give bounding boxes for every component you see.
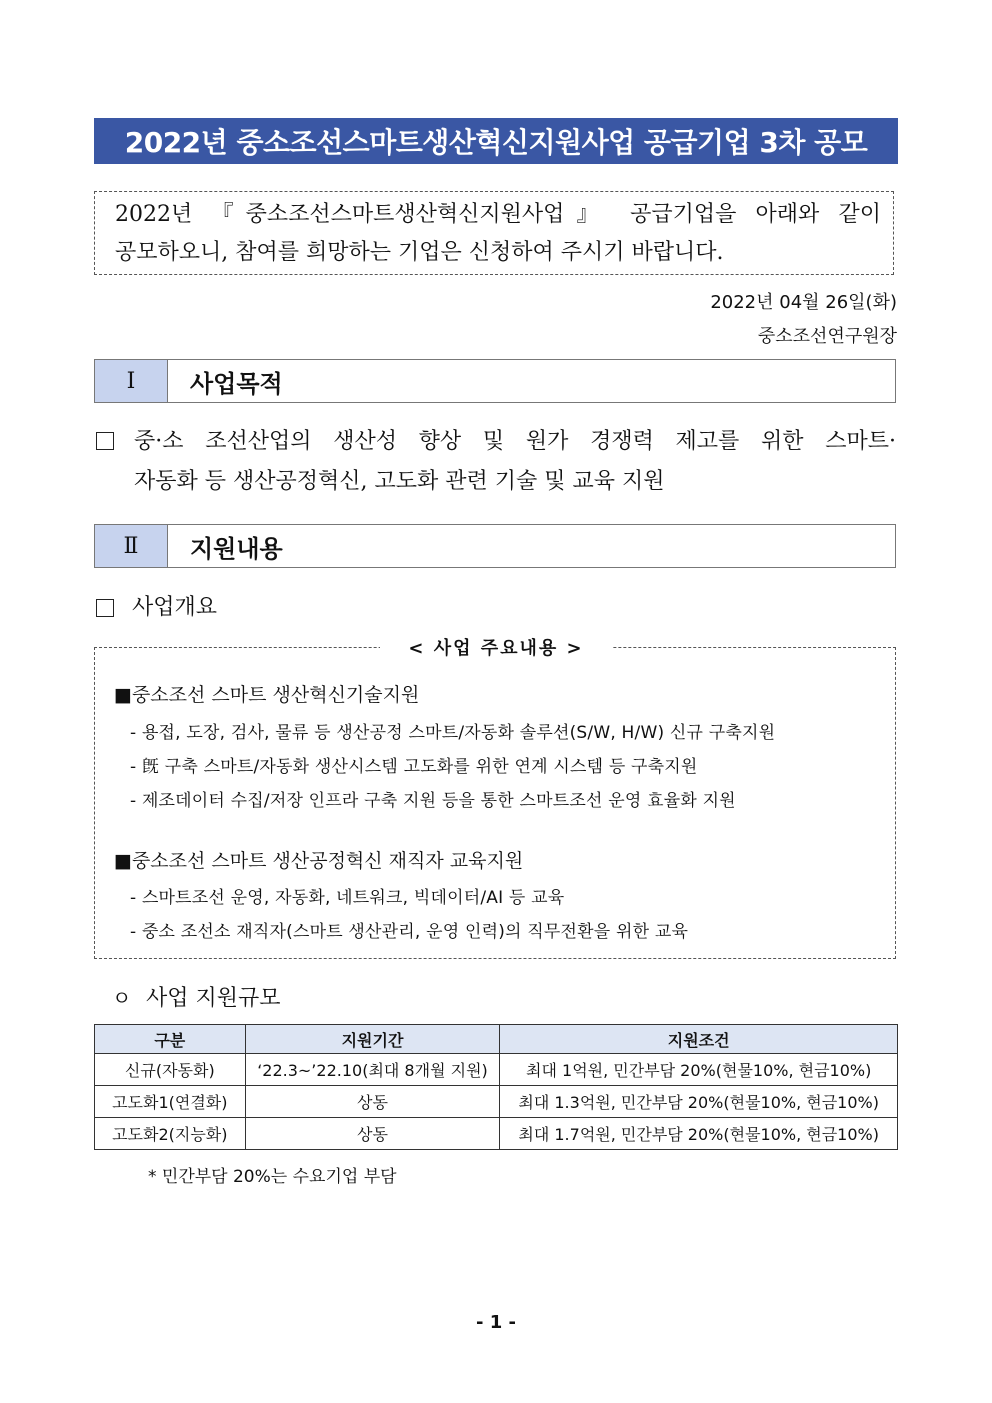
table-cell: 고도화2(지능화) bbox=[95, 1118, 246, 1150]
section-header-1 bbox=[94, 359, 896, 403]
section-title: 지원내용 bbox=[190, 534, 283, 563]
overview-label: 사업개요 bbox=[132, 595, 218, 620]
table-cell: 신규(자동화) bbox=[95, 1054, 246, 1086]
checkbox-icon bbox=[96, 432, 114, 450]
summary-legend: < 사업 주요내용 > bbox=[380, 634, 612, 660]
checkbox-icon bbox=[96, 599, 114, 617]
column-header: 구분 bbox=[95, 1025, 246, 1054]
table-header-row bbox=[95, 1025, 898, 1054]
scale-label: 사업 지원규모 bbox=[146, 986, 281, 1011]
intro-line-1: 2022년 『중소조선스마트생산혁신지원사업』 공급기업을 아래와 같이 bbox=[115, 202, 881, 227]
document-title: 2022년 중소조선스마트생산혁신지원사업 공급기업 3차 공모 bbox=[94, 118, 898, 164]
summary-item: - 용접, 도장, 검사, 물류 등 생산공정 스마트/자동화 솔루션(S/W, H/W) 신규 구축지원 bbox=[130, 723, 776, 743]
summary-item: - 중소 조선소 재직자(스마트 생산관리, 운영 인력)의 직무전환을 위한 교육 bbox=[130, 922, 689, 942]
column-header: 지원조건 bbox=[500, 1025, 898, 1054]
table-cell: 최대 1억원, 민간부담 20%(현물10%, 현금10%) bbox=[500, 1054, 898, 1086]
table-row bbox=[95, 1054, 898, 1086]
column-header: 지원기간 bbox=[245, 1025, 500, 1054]
summary-item: - 스마트조선 운영, 자동화, 네트워크, 빅데이터/AI 등 교육 bbox=[130, 888, 565, 908]
section-number: Ⅱ bbox=[95, 525, 168, 567]
purpose-line-1: 중·소 조선산업의 생산성 향상 및 원가 경쟁력 제고를 위한 스마트· bbox=[134, 429, 896, 454]
summary-item: - 旣 구축 스마트/자동화 생산시스템 고도화를 위한 연계 시스템 등 구축지원 bbox=[130, 757, 698, 777]
table-cell: ‘22.3~’22.10(최대 8개월 지원) bbox=[245, 1054, 500, 1086]
table-cell: 고도화1(연결화) bbox=[95, 1086, 246, 1118]
page-number: - 1 - bbox=[476, 1312, 516, 1333]
table-cell: 상동 bbox=[245, 1086, 500, 1118]
circle-bullet-icon: ㅇ bbox=[112, 986, 132, 1010]
section-number: Ⅰ bbox=[95, 360, 168, 402]
table-cell: 상동 bbox=[245, 1118, 500, 1150]
section-title: 사업목적 bbox=[190, 369, 283, 398]
summary-item: - 제조데이터 수집/저장 인프라 구축 지원 등을 통한 스마트조선 운영 효율화 지원 bbox=[130, 791, 736, 811]
table-footnote: * 민간부담 20%는 수요기업 부담 bbox=[148, 1167, 397, 1187]
summary-group-title: ■중소조선 스마트 생산혁신기술지원 bbox=[114, 684, 420, 706]
intro-box bbox=[94, 191, 894, 275]
table-row bbox=[95, 1118, 898, 1150]
organization-signature: 중소조선연구원장 bbox=[757, 326, 897, 347]
section-header-2 bbox=[94, 524, 896, 568]
summary-group-title: ■중소조선 스마트 생산공정혁신 재직자 교육지원 bbox=[114, 850, 524, 872]
table-cell: 최대 1.7억원, 민간부담 20%(현물10%, 현금10%) bbox=[500, 1118, 898, 1150]
purpose-line-2: 자동화 등 생산공정혁신, 고도화 관련 기술 및 교육 지원 bbox=[134, 469, 665, 494]
announcement-date: 2022년 04월 26일(화) bbox=[710, 292, 897, 313]
table-cell: 최대 1.3억원, 민간부담 20%(현물10%, 현금10%) bbox=[500, 1086, 898, 1118]
support-scale-table bbox=[94, 1024, 898, 1150]
table-row bbox=[95, 1086, 898, 1118]
intro-line-2: 공모하오니, 참여를 희망하는 기업은 신청하여 주시기 바랍니다. bbox=[115, 240, 724, 265]
